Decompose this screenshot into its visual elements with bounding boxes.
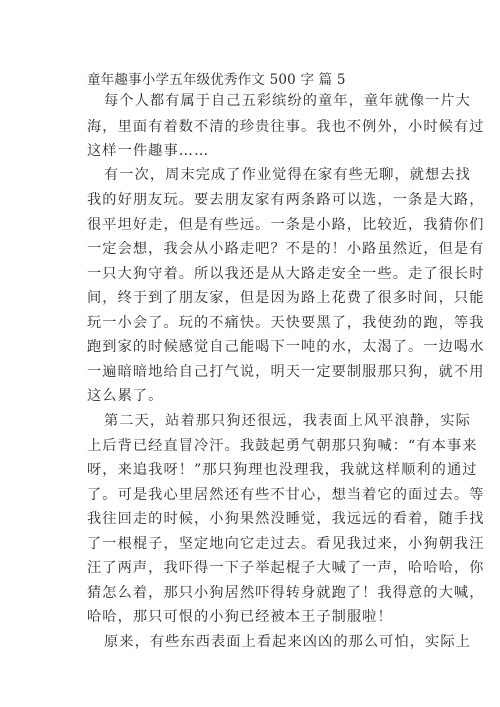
paragraph-line: 上后背已经直冒冷汗。我鼓起勇气朝那只狗喊：“有本事来	[87, 438, 478, 454]
paragraph-line: 一遍暗暗地给自己打气说，明天一定要制服那只狗，就不用	[87, 364, 485, 380]
paragraph-line: 间，终于到了朋友家，但是因为路上花费了很多时间，只能	[87, 290, 485, 306]
paragraph-line: 我往回走的时候，小狗果然没睡觉，我远远的看着，随手找	[87, 511, 485, 527]
paragraph-line: 有一次，周末完成了作业觉得在家有些无聊，就想去找	[104, 167, 471, 183]
paragraph-line: 原来，有些东西表面上看起来凶凶的那么可怕，实际上	[104, 634, 471, 650]
paragraph-line: 玩一小会了。玩的不痛快。天快要黑了，我使劲的跑，等我	[87, 315, 485, 331]
paragraph-line: 海，里面有着数不清的珍贵往事。我也不例外，小时候有过	[87, 119, 485, 135]
paragraph-line: 一定会想，我会从小路走吧？不是的！小路虽然近，但是有	[87, 241, 485, 257]
paragraph-line: 一只大狗守着。所以我还是从大路走安全一些。走了很长时	[87, 266, 485, 282]
paragraph-line: 每个人都有属于自己五彩缤纷的童年，童年就像一片大	[104, 93, 471, 109]
paragraph-line: 这么累了。	[87, 388, 164, 404]
paragraph-line: 第二天，站着那只狗还很远，我表面上风平浪静，实际	[104, 413, 471, 429]
paragraph-line: 我的好朋友玩。要去朋友家有两条路可以选，一条是大路，	[87, 192, 485, 208]
document-title: 童年趣事小学五年级优秀作文 500 字 篇 5	[87, 72, 346, 88]
paragraph-line: 汪了两声，我吓得一下子举起棍子大喊了一声，哈哈哈，你	[87, 560, 485, 576]
paragraph-line: 了。可是我心里居然还有些不甘心，想当着它的面过去。等	[87, 487, 485, 503]
paragraph-line: 呀，来追我呀！”那只狗理也没理我，我就这样顺利的通过	[87, 462, 478, 478]
paragraph-line: 这样一件趣事……	[87, 143, 210, 159]
paragraph-line: 很平坦好走，但是有些远。一条是小路，比较近，我猜你们	[87, 217, 485, 233]
paragraph-line: 了一根棍子，坚定地向它走过去。看见我过来，小狗朝我汪	[87, 536, 485, 552]
paragraph-line: 猜怎么着，那只小狗居然吓得转身就跑了！我得意的大喊，	[87, 585, 485, 601]
paragraph-line: 跑到家的时候感觉自己能喝下一吨的水，太渴了。一边喝水	[87, 339, 485, 355]
paragraph-line: 哈哈，那只可恨的小狗已经被本王子制服啦！	[87, 609, 393, 625]
